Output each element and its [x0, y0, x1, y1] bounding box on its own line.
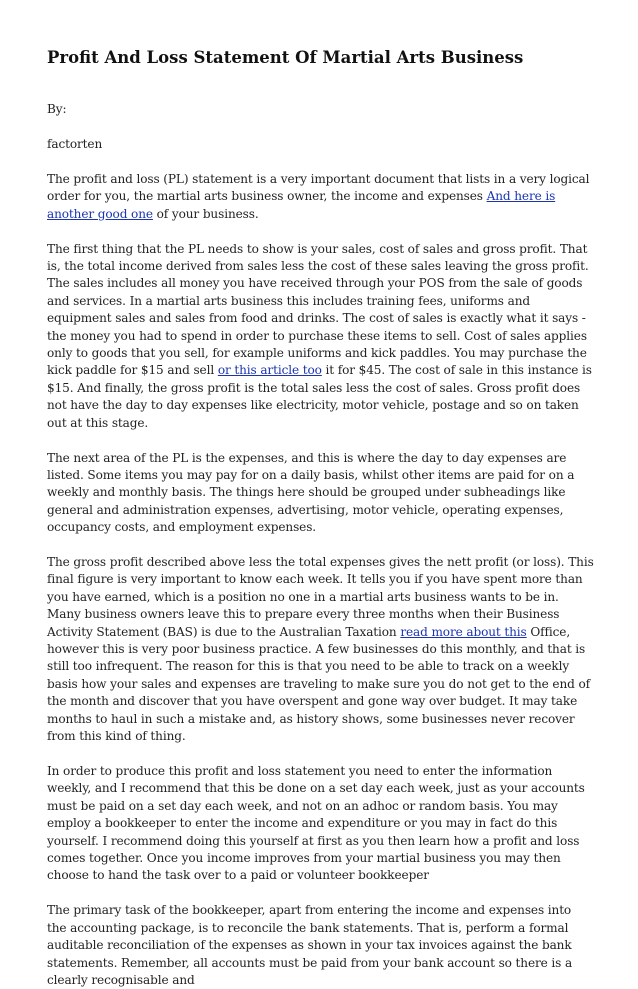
- read-more-link[interactable]: read more about this: [400, 624, 527, 639]
- paragraph-4: [47, 554, 594, 745]
- paragraph-2: [47, 241, 594, 432]
- this-article-too-link[interactable]: or this article too: [217, 363, 322, 378]
- paragraph-6: The primary task of the bookkeeper, apart from entering the income and expenses into the accounting package, is to reconcile the bank statements. That is, perform a formal auditable reconciliation of the expenses as shown in your tax invoices against the bank statements. Remember, all accounts must be paid from your bank account so there is a clearly recognisable and: [47, 903, 573, 987]
- by-label: By:: [47, 102, 67, 116]
- paragraph-1-text-b: of your business.: [152, 206, 259, 221]
- page-title: Profit And Loss Statement Of Martial Arts Business: [47, 48, 524, 67]
- paragraph-3: The next area of the PL is the expenses, and this is where the day to day expenses are listed. Some items you may pay for on a daily basis, whilst other items are paid for on a weekly and monthly basis. The things here should be grouped under subheadings like general and administration expenses, advertising, motor vehicle, operating expenses, occupancy costs, and employment expenses.: [47, 450, 575, 535]
- paragraph-4-text-a: The gross profit described above less the total expenses gives the nett profit (or loss). This final figure is very important to know each week. It tells you if you have spent more than you have earned, which is a position no one in a martial arts business wants to be in. Many business owners leave this to prepare every three months when their Business Activity Statement (BAS) is due to the Australian Taxation: [47, 555, 594, 639]
- author-name: factorten: [47, 136, 103, 151]
- paragraph-4-text-b: Office, however this is very poor business practice. A few businesses do this monthly, and that is still too infrequent. The reason for this is that you need to be able to track on a weekly basis how your sales and expenses are traveling to make sure you do not get to the end of the month and discover that you have overspent and gone way over budget. It may take months to haul in such a mistake and, as history shows, some businesses never recover from this kind of thing.: [47, 624, 590, 744]
- paragraph-5: In order to produce this profit and loss statement you need to enter the information weekly, and I recommend that this be done on a set day each week, just as your accounts must be paid on a set day each week, and not on an adhoc or random basis. You may employ a bookkeeper to enter the income and expenditure or you may in fact do this yourself. I recommend doing this yourself at first as you then learn how a profit and loss comes together. Once you income improves from your martial business you may then choose to hand the task over to a paid or volunteer bookkeeper: [47, 764, 585, 883]
- paragraph-2-text-a: The first thing that the PL needs to show is your sales, cost of sales and gross profit. That is, the total income derived from sales less the cost of these sales leaving the gross profit. The sales includes all money you have received through your POS from the sale of goods and services. In a martial arts business this includes training fees, uniforms and equipment sales and sales from food and drinks. The cost of sales is exactly what it says - the money you had to spend in order to purchase these items to sell. Cost of sales applies only to goods that you sell, for example uniforms and kick paddles. You may purchase the kick paddle for $15 and sell: [47, 241, 589, 378]
- paragraph-1-text-a: The profit and loss (PL) statement is a very important document that lists in a very logical order for you, the martial arts business owner, the income and expenses: [47, 171, 590, 204]
- another-good-one-link[interactable]: And here is another good one: [47, 189, 556, 221]
- paragraph-2-text-b: it for $45. The cost of sale in this instance is $15. And finally, the gross profit is the total sales less the cost of sales. Gross profit does not have the day to day expenses like electricity, motor vehicle, postage and so on taken out at this stage.: [47, 363, 592, 430]
- paragraph-1: [47, 171, 594, 223]
